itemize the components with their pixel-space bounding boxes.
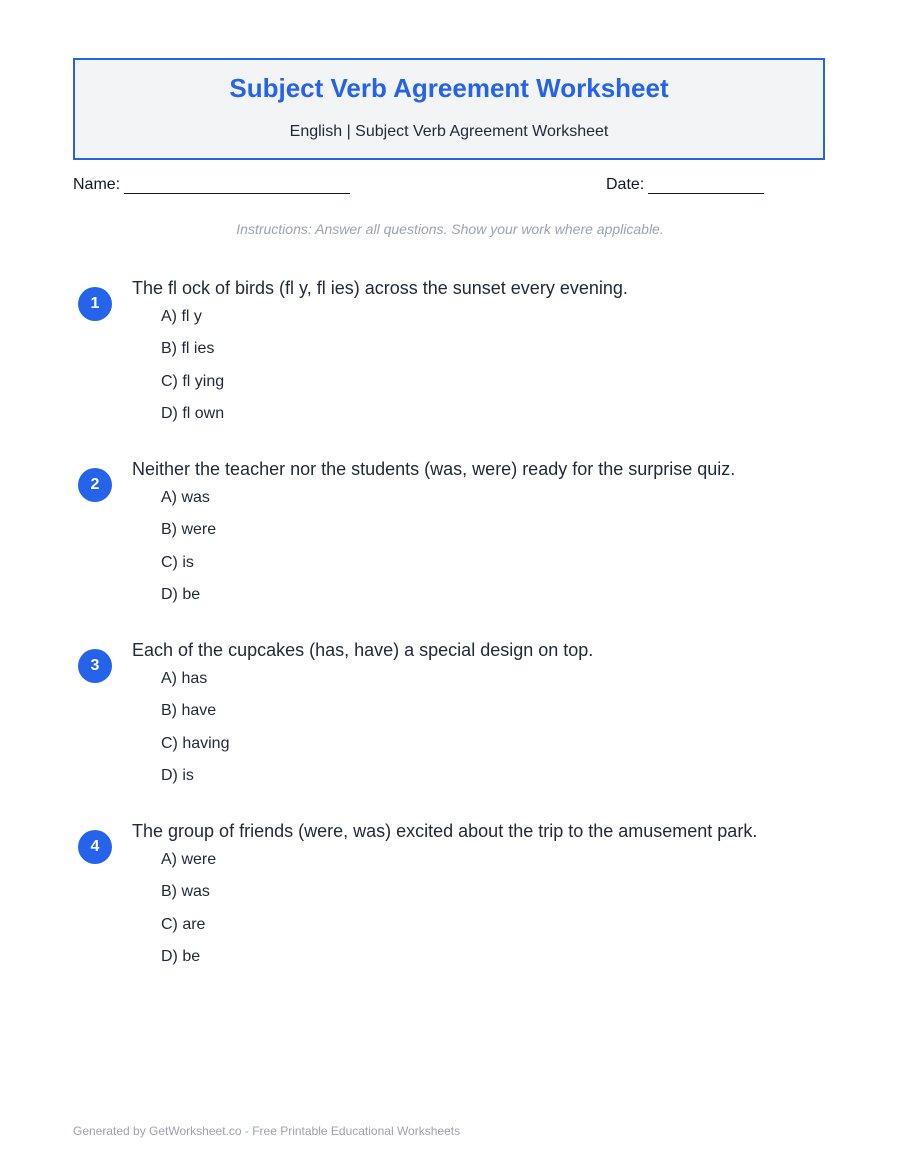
question-number-badge: 3: [78, 649, 112, 683]
option-d[interactable]: D) be: [161, 586, 201, 604]
option-d[interactable]: D) fl own: [161, 405, 225, 423]
option-b[interactable]: B) were: [161, 521, 217, 539]
instructions-text: Instructions: Answer all questions. Show your work where applicable.: [236, 221, 664, 237]
date-blank-line[interactable]: [648, 177, 764, 194]
name-label: Name:: [73, 176, 121, 193]
date-label: Date:: [606, 176, 645, 193]
option-c[interactable]: C) fl ying: [161, 372, 225, 390]
question-number-badge: 2: [78, 468, 112, 502]
option-a[interactable]: A) has: [161, 670, 208, 687]
question-text: Neither the teacher nor the students (was, were) ready for the surprise quiz.: [132, 459, 736, 479]
answer-options: [161, 669, 229, 799]
worksheet-title: Subject Verb Agreement Worksheet: [229, 73, 669, 103]
question-number-badge: 1: [78, 287, 112, 321]
option-a[interactable]: A) were: [161, 851, 217, 868]
worksheet-header: [73, 58, 825, 160]
question-text: The group of friends (were, was) excited about the trip to the amusement park.: [132, 821, 758, 841]
answer-options: [161, 850, 216, 980]
name-field: [73, 176, 350, 194]
name-blank-line[interactable]: [124, 177, 350, 194]
option-a[interactable]: A) fl y: [161, 308, 202, 325]
footer-credit: Generated by GetWorksheet.co - Free Printable Educational Worksheets: [73, 1124, 461, 1138]
option-b[interactable]: B) fl ies: [161, 340, 215, 358]
option-a[interactable]: A) was: [161, 489, 210, 506]
question-text: The fl ock of birds (fl y, fl ies) across the sunset every evening.: [132, 278, 628, 298]
option-b[interactable]: B) was: [161, 883, 210, 901]
question-number-badge: 4: [78, 830, 112, 864]
answer-options: [161, 488, 216, 618]
option-b[interactable]: B) have: [161, 702, 217, 720]
option-c[interactable]: C) having: [161, 734, 230, 752]
student-info-row: [73, 176, 825, 198]
question-text: Each of the cupcakes (has, have) a special design on top.: [132, 640, 594, 660]
option-c[interactable]: C) is: [161, 553, 194, 571]
date-field: [606, 176, 764, 194]
option-d[interactable]: D) be: [161, 948, 201, 966]
answer-options: [161, 307, 224, 437]
option-c[interactable]: C) are: [161, 915, 206, 933]
worksheet-subtitle: English | Subject Verb Agreement Worksheet: [289, 123, 609, 140]
option-d[interactable]: D) is: [161, 767, 194, 785]
